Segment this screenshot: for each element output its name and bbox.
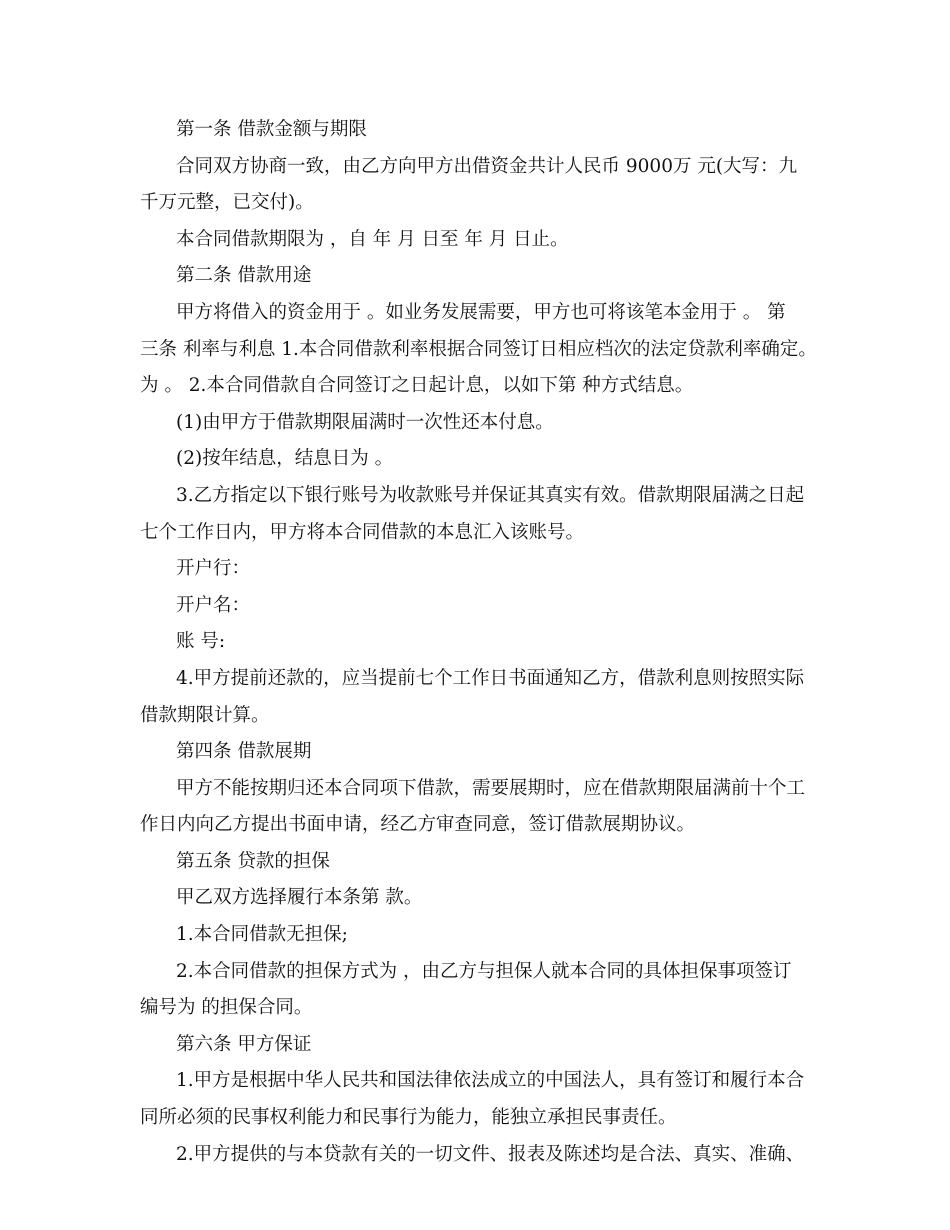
document-body bbox=[140, 112, 816, 1173]
text-line: 第四条 借款展期 bbox=[176, 741, 312, 763]
text-line: 开户名： bbox=[176, 594, 251, 616]
text-line: 作日内向乙方提出书面申请，经乙方审查同意，签订借款展期协议。 bbox=[140, 814, 696, 836]
text-line: 千万元整，已交付)。 bbox=[140, 192, 314, 214]
text-line: 2.甲方提供的与本贷款有关的一切文件、报表及陈述均是合法、真实、准确、 bbox=[176, 1143, 805, 1165]
text-line: 1.甲方是根据中华人民共和国法律依法成立的中国法人，具有签订和履行本合 bbox=[176, 1070, 805, 1092]
text-line: 同所必须的民事权利能力和民事行为能力，能独立承担民事责任。 bbox=[140, 1107, 677, 1129]
text-line: 合同双方协商一致，由乙方向甲方出借资金共计人民币 9000万 元(大写：九 bbox=[176, 155, 798, 177]
text-line: 为 。 2.本合同借款自合同签订之日起计息，以如下第 种方式结息。 bbox=[140, 375, 694, 397]
text-line: 账 号: bbox=[176, 631, 226, 653]
text-line: 第一条 借款金额与期限 bbox=[176, 119, 367, 140]
text-line: (1)由甲方于借款期限届满时一次性还本付息。 bbox=[176, 411, 554, 433]
text-line: 1.本合同借款无担保; bbox=[176, 924, 348, 946]
text-line: 甲方不能按期归还本合同项下借款，需要展期时，应在借款期限届满前十个工 bbox=[176, 777, 806, 799]
text-line: (2)按年结息，结息日为 。 bbox=[176, 448, 394, 470]
text-line: 开户行： bbox=[176, 558, 251, 580]
text-line: 第二条 借款用途 bbox=[176, 265, 312, 287]
text-line: 3.乙方指定以下银行账号为收款账号并保证其真实有效。借款期限届满之日起 bbox=[176, 484, 805, 506]
text-line: 编号为 的担保合同。 bbox=[140, 997, 313, 1019]
text-line: 甲乙双方选择履行本条第 款。 bbox=[176, 887, 423, 909]
text-line: 第五条 贷款的担保 bbox=[176, 850, 330, 872]
text-line: 2.本合同借款的担保方式为 ，由乙方与担保人就本合同的具体担保事项签订 bbox=[176, 960, 792, 982]
text-line: 借款期限计算。 bbox=[140, 704, 270, 726]
text-line: 甲方将借入的资金用于 。如业务发展需要，甲方也可将该笔本金用于 。 第 bbox=[176, 301, 786, 323]
text-line: 第六条 甲方保证 bbox=[176, 1033, 312, 1055]
text-line: 三条 利率与利息 1.本合同借款利率根据合同签订日相应档次的法定贷款利率确定。 bbox=[140, 338, 817, 360]
text-line: 本合同借款期限为 ，自 年 月 日至 年 月 日止。 bbox=[176, 228, 569, 250]
text-line: 4.甲方提前还款的，应当提前七个工作日书面通知乙方，借款利息则按照实际 bbox=[176, 667, 805, 689]
text-line: 七个工作日内，甲方将本合同借款的本息汇入该账号。 bbox=[140, 521, 585, 543]
